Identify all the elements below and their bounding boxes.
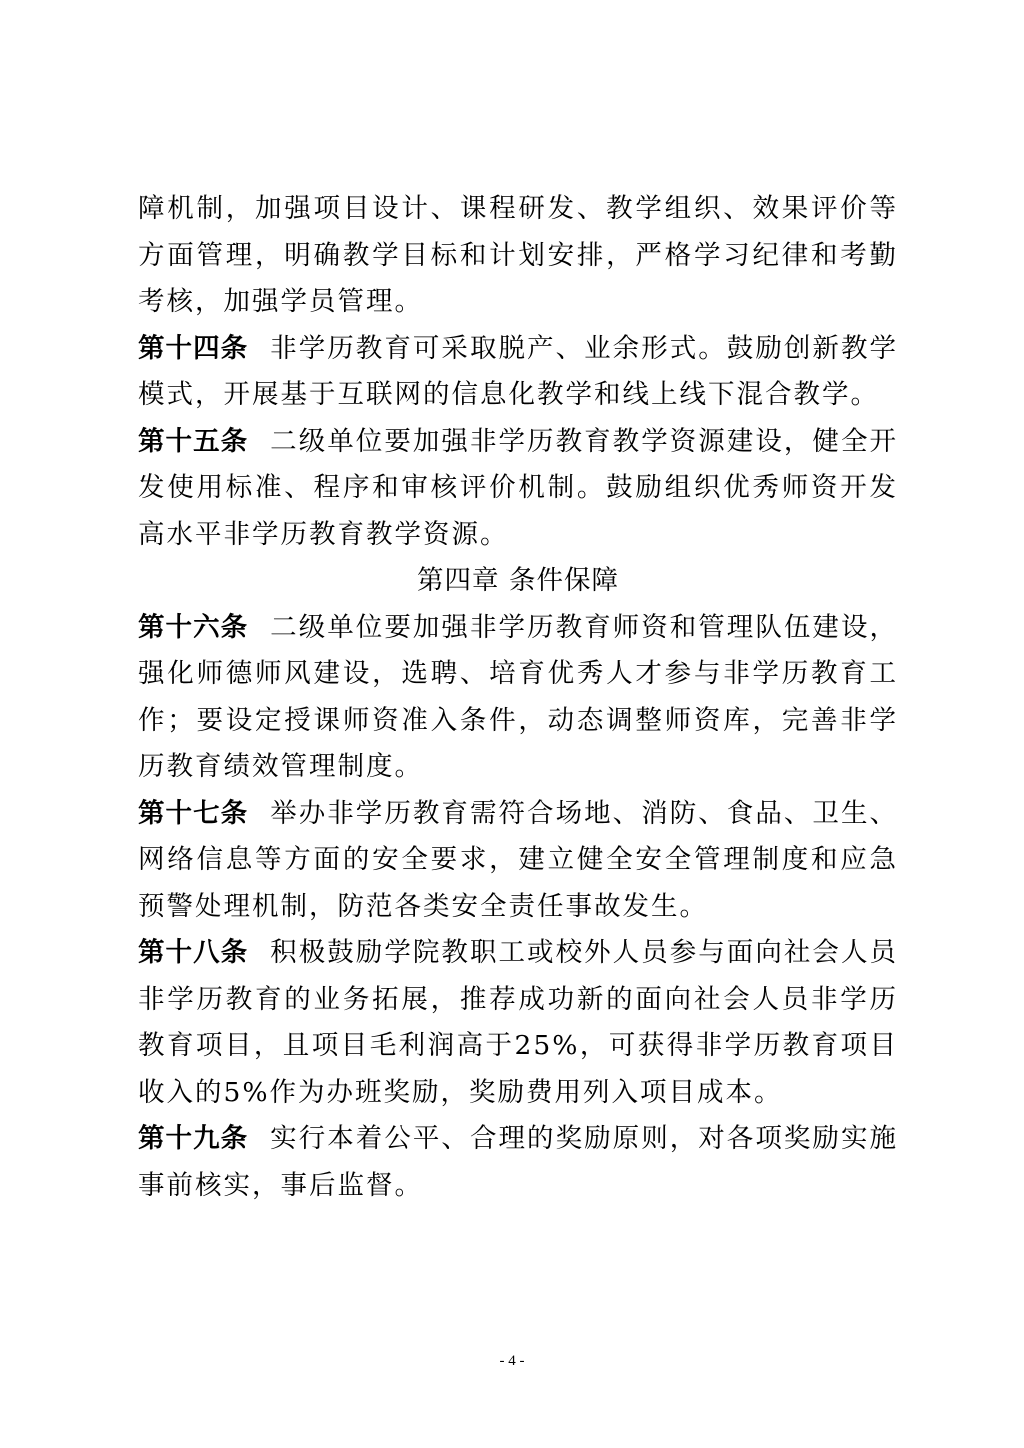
article-17-label: 第十七条	[138, 797, 249, 829]
article-18-text: 积极鼓励学院教职工或校外人员参与面向社会人员非学历教育的业务拓展，推荐成功新的面向社会人员非学历教育项目，且项目毛利润高于25%，可获得非学历教育项目收入的5%作为办班奖励，奖励费用列入项目成本。	[138, 937, 899, 1108]
article-17	[138, 791, 898, 931]
article-14-text: 非学历教育可采取脱产、业余形式。鼓励创新教学模式，开展基于互联网的信息化教学和线上线下混合教学。	[138, 332, 899, 410]
article-19-label: 第十九条	[138, 1123, 249, 1154]
page-number: - 4 -	[499, 1353, 525, 1369]
article-16-label: 第十六条	[138, 611, 249, 643]
document-body	[138, 186, 898, 1209]
chapter-4-heading: 第四章 条件保障	[417, 565, 619, 596]
article-18-label: 第十八条	[138, 937, 249, 968]
article-14	[138, 326, 898, 419]
article-19-text: 实行本着公平、合理的奖励原则，对各项奖励实施事前核实，事后监督。	[138, 1123, 899, 1201]
article-15-text: 二级单位要加强非学历教育教学资源建设，健全开发使用标准、程序和审核评价机制。鼓励组织优秀师资开发高水平非学历教育教学资源。	[138, 425, 899, 550]
article-19	[138, 1116, 898, 1209]
article-15-label: 第十五条	[138, 425, 249, 457]
article-16-text: 二级单位要加强非学历教育师资和管理队伍建设，强化师德师风建设，选聘、培育优秀人才参与非学历教育工作；要设定授课师资准入条件，动态调整师资库，完善非学历教育绩效管理制度。	[138, 611, 899, 782]
article-14-label: 第十四条	[138, 332, 249, 364]
article-18	[138, 930, 898, 1116]
article-15	[138, 419, 898, 559]
article-16	[138, 605, 898, 791]
article-17-text: 举办非学历教育需符合场地、消防、食品、卫生、网络信息等方面的安全要求，建立健全安全管理制度和应急预警处理机制，防范各类安全责任事故发生。	[138, 797, 899, 922]
continuation-paragraph: 障机制，加强项目设计、课程研发、教学组织、效果评价等方面管理，明确教学目标和计划安排，严格学习纪律和考勤考核，加强学员管理。	[138, 193, 898, 317]
